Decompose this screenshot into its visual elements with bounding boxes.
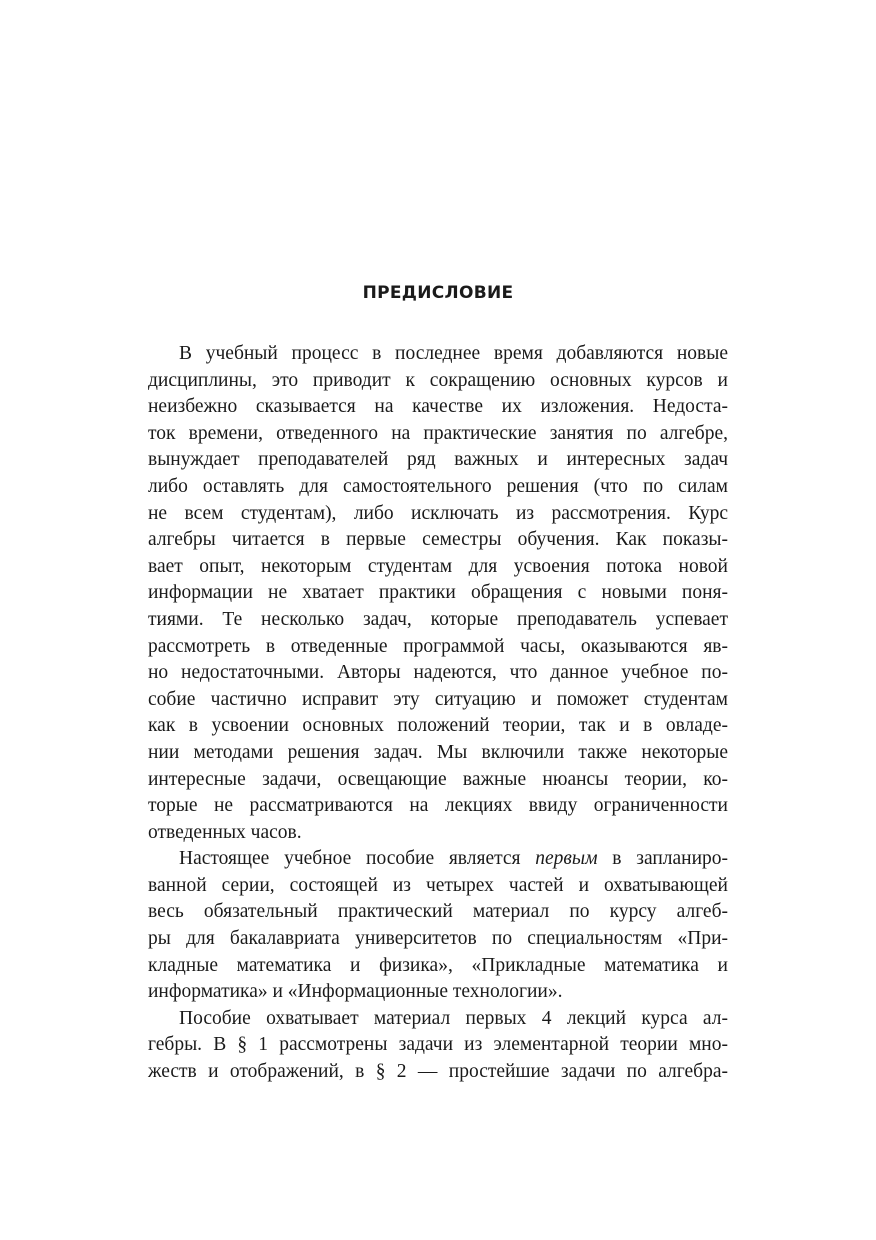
paragraph-3-line: Пособие охватывает материал первых 4 лекций курса ал-	[179, 1007, 728, 1029]
paragraph-2-text: Настоящее учебное пособие является	[179, 848, 521, 870]
paragraph-1-line: как в усвоении основных положений теории, так и в овладе-	[148, 715, 728, 737]
paragraph-1-line: нии методами решения задач. Мы включили также некоторые	[148, 741, 728, 763]
paragraph-1-line: собие частично исправит эту ситуацию и поможет студентам	[148, 688, 728, 710]
paragraph-2-text: в запланиро-	[612, 848, 729, 870]
paragraph-2-line: ванной серии, состоящей из четырех частей и охватывающей	[148, 874, 728, 896]
paragraph-3-line: жеств и отображений, в § 2 — простейшие задачи по алгебра-	[148, 1061, 728, 1083]
paragraph-1-line: рассмотреть в отведенные программой часы, оказываются яв-	[148, 635, 728, 657]
emphasis-text: первым	[535, 848, 598, 870]
body-text	[148, 341, 728, 1086]
paragraph-2-line: информатика» и «Информационные технологии».	[148, 981, 563, 1003]
paragraph-1-line: ток времени, отведенного на практические занятия по алгебре,	[148, 422, 728, 444]
paragraph-1-line: неизбежно сказывается на качестве их изложения. Недоста-	[148, 396, 728, 418]
paragraph-1-line: интересные задачи, освещающие важные нюансы теории, ко-	[148, 768, 728, 790]
paragraph-1-line: но недостаточными. Авторы надеются, что данное учебное по-	[148, 662, 728, 684]
paragraph-1-line: тиями. Те несколько задач, которые преподаватель успевает	[148, 608, 728, 630]
paragraph-1-line: отведенных часов.	[148, 821, 302, 843]
paragraph-3-line: гебры. В § 1 рассмотрены задачи из элементарной теории мно-	[148, 1034, 728, 1056]
paragraph-1-line: В учебный процесс в последнее время добавляются новые	[179, 343, 728, 364]
paragraph-2-first-line	[148, 846, 728, 873]
paragraph-1-line: информации не хватает практики обращения с новыми поня-	[148, 582, 728, 604]
paragraph-1-line: торые не рассматриваются на лекциях ввиду ограниченности	[148, 795, 728, 817]
paragraph-2-line: ры для бакалавриата университетов по специальностям «При-	[148, 928, 728, 950]
paragraph-1-line: вает опыт, некоторым студентам для усвоения потока новой	[148, 555, 728, 577]
paragraph-1-line: алгебры читается в первые семестры обучения. Как показы-	[148, 529, 728, 551]
paragraph-1-line: вынуждает преподавателей ряд важных и интересных задач	[148, 449, 728, 471]
page-title: ПРЕДИСЛОВИЕ	[362, 283, 514, 303]
paragraph-1-line: не всем студентам), либо исключать из рассмотрения. Курс	[148, 502, 728, 524]
paragraph-1-line: дисциплины, это приводит к сокращению основных курсов и	[148, 369, 728, 391]
paragraph-1-line: либо оставлять для самостоятельного решения (что по силам	[148, 475, 728, 497]
paragraph-2-line: весь обязательный практический материал по курсу алгеб-	[148, 901, 728, 923]
paragraph-2-line: кладные математика и физика», «Прикладные математика и	[148, 954, 728, 976]
